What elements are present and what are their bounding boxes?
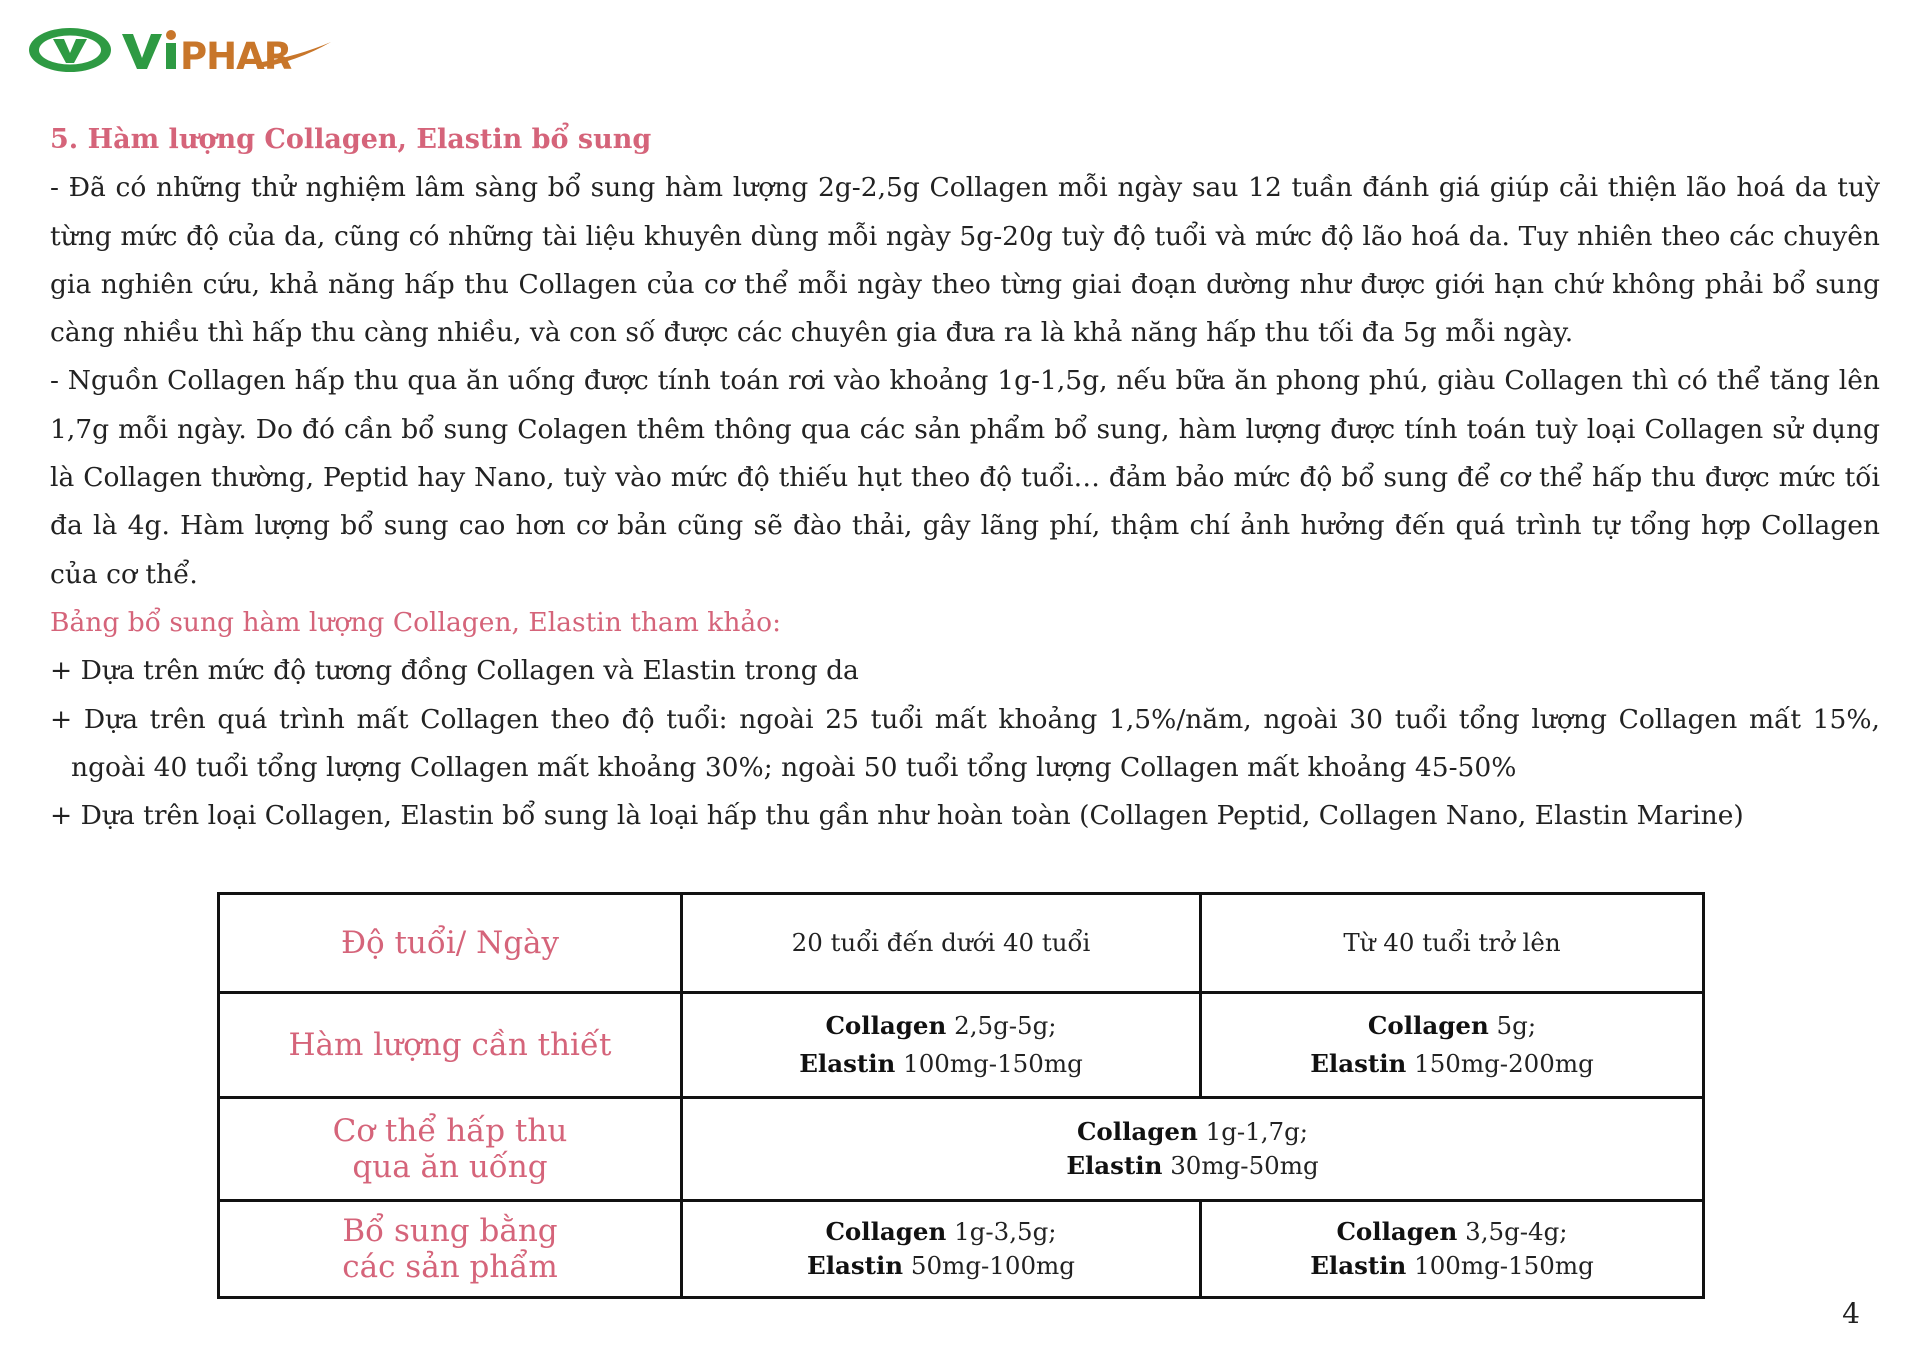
row-label-required: Hàm lượng cần thiết (219, 993, 682, 1098)
table-row (219, 894, 1704, 993)
viphar-logo (26, 22, 336, 78)
table-row (219, 1201, 1704, 1298)
bullet-absorption-type: + Dựa trên loại Collagen, Elastin bổ sung là loại hấp thu gần như hoàn toàn (Collagen Peptid, Collagen Nano, Elastin Marine) (50, 800, 1744, 832)
paragraph-dietary-source: - Nguồn Collagen hấp thu qua ăn uống được tính toán rơi vào khoảng 1g-1,5g, nếu bữa ăn phong phú, giàu Collagen thì có thể tăng lên 1,7g mỗi ngày. Do đó cần bổ sung Colagen thêm thông qua các sản phẩm bổ sung, hàm lượng được tính toán tuỳ loại Collagen sử dụng là Collagen thường, Peptid hay Nano, tuỳ vào mức độ thiếu hụt theo độ tuổi… đảm bảo mức độ bổ sung để cơ thể hấp thu được mức tối đa là 4g. Hàm lượng bổ sung cao hơn cơ bản cũng sẽ đào thải, gây lãng phí, thậm chí ảnh hưởng đến quá trình tự tổng hợp Collagen của cơ thể. (50, 365, 1880, 590)
paragraph-clinical-trials: - Đã có những thử nghiệm lâm sàng bổ sung hàm lượng 2g-2,5g Collagen mỗi ngày sau 12 tuần đánh giá giúp cải thiện lão hoá da tuỳ từng mức độ của da, cũng có những tài liệu khuyên dùng mỗi ngày 5g-20g tuỳ độ tuổi và mức độ lão hoá da. Tuy nhiên theo các chuyên gia nghiên cứu, khả năng hấp thu Collagen của cơ thể mỗi ngày theo từng giai đoạn dường như được giới hạn chứ không phải bổ sung càng nhiều thì hấp thu càng nhiều, và con số được các chuyên gia đưa ra là khả năng hấp thu tối đa 5g mỗi ngày. (50, 172, 1880, 349)
supplement-20-to-40: Collagen 1g-3,5g; Elastin 50mg-100mg (682, 1201, 1201, 1298)
bullet-similarity: + Dựa trên mức độ tương đồng Collagen và Elastin trong da (50, 655, 859, 687)
header-40-plus: Từ 40 tuổi trở lên (1201, 894, 1704, 993)
main-content (50, 116, 1880, 840)
diet-absorption-value: Collagen 1g-1,7g; Elastin 30mg-50mg (682, 1098, 1704, 1201)
dosage-table (217, 892, 1705, 1299)
row-label-age: Độ tuổi/ Ngày (219, 894, 682, 993)
page-number: 4 (1842, 1297, 1860, 1330)
row-label-diet: Cơ thể hấp thu qua ăn uống (219, 1098, 682, 1201)
supplement-40-plus: Collagen 3,5g-4g; Elastin 100mg-150mg (1201, 1201, 1704, 1298)
required-40-plus: Collagen 5g; Elastin 150mg-200mg (1201, 993, 1704, 1098)
table-row (219, 993, 1704, 1098)
table-row (219, 1098, 1704, 1201)
svg-text:PHAR: PHAR (180, 35, 292, 78)
header-20-to-40: 20 tuổi đến dưới 40 tuổi (682, 894, 1201, 993)
required-20-to-40: Collagen 2,5g-5g; Elastin 100mg-150mg (682, 993, 1201, 1098)
table-caption: Bảng bổ sung hàm lượng Collagen, Elastin tham khảo: (50, 606, 782, 638)
row-label-supplement: Bổ sung bằng các sản phẩm (219, 1201, 682, 1298)
bullet-age-loss: + Dựa trên quá trình mất Collagen theo độ tuổi: ngoài 25 tuổi mất khoảng 1,5%/năm, ngoài 30 tuổi tổng lượng Collagen mất 15%, ngoài 40 tuổi tổng lượng Collagen mất khoảng 30%; ngoài 50 tuổi tổng lượng Collagen mất khoảng 45-50% (50, 703, 1880, 783)
section-heading: 5. Hàm lượng Collagen, Elastin bổ sung (50, 124, 652, 155)
